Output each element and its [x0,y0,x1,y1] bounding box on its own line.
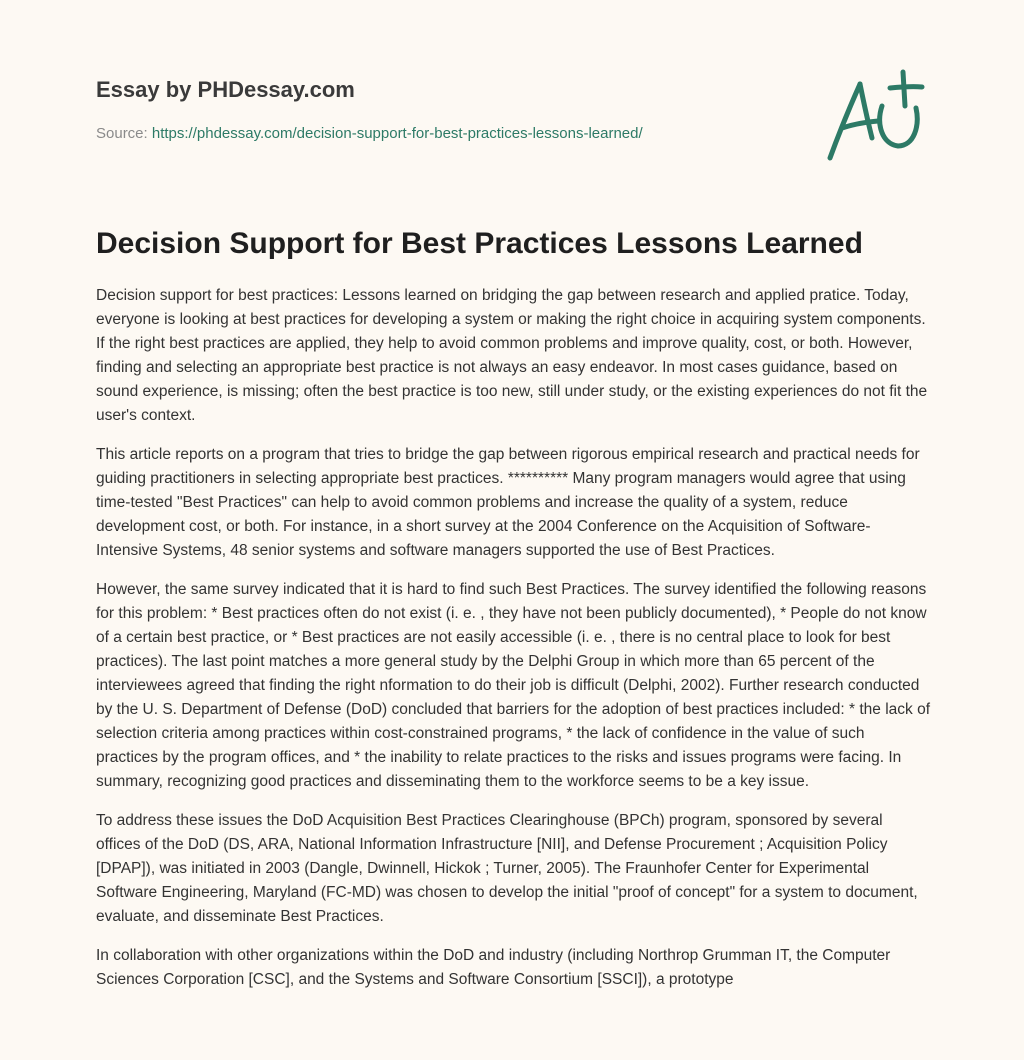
source-label: Source: [96,125,148,142]
site-title: Essay by PHDessay.com [96,77,355,102]
essay-body [96,284,930,1007]
paragraph: This article reports on a program that tries to bridge the gap between rigorous empirical research and practical needs for guiding practitioners in selecting appropriate best practices. ********** Many program managers would agree that using time-tested "Best Practices" can help to avoid common problems and increase the quality of a system, reduce development cost, or both. For instance, in a short survey at the 2004 Conference on the Acquisition of Software-Intensive Systems, 48 senior systems and software managers supported the use of Best Practices. [96,446,920,559]
a-plus-logo-icon [820,66,930,166]
essay-title: Decision Support for Best Practices Lessons Learned [96,227,863,260]
paragraph: Decision support for best practices: Lessons learned on bridging the gap between research and applied pratice. Today, everyone is looking at best practices for developing a system or making the right choice in acquiring system components. If the right best practices are applied, they help to avoid common problems and improve quality, cost, or both. However, finding and selecting an appropriate best practice is not always an easy endeavor. In most cases guidance, based on sound experience, is missing; often the best practice is too new, still under study, or the existing experiences do not fit the user's context. [96,287,928,424]
paragraph: However, the same survey indicated that it is hard to find such Best Practices. The survey identified the following reasons for this problem: * Best practices often do not exist (i. e. , they have not been publicly documented), * People do not know of a certain best practice, or * Best practices are not easily accessible (i. e. , there is no central place to look for best practices). The last point matches a more general study by the Delphi Group in which more than 65 percent of the interviewees agreed that finding the right nformation to do their job is difficult (Delphi, 2002). Further research conducted by the U. S. Department of Defense (DoD) concluded that barriers for the adoption of best practices included: * the lack of selection criteria among practices within cost-constrained programs, * the lack of confidence in the value of such practices by the program offices, and * the inability to relate practices to the risks and issues programs were facing. In summary, recognizing good practices and disseminating them to the workforce seems to be a key issue. [96,581,930,790]
source-link[interactable]: https://phdessay.com/decision-support-for-best-practices-lessons-learned/ [151,125,643,142]
paragraph: In collaboration with other organizations within the DoD and industry (including Northrop Grumman IT, the Computer Sciences Corporation [CSC], and the Systems and Software Consortium [SSCI]), a prototype [96,947,891,988]
source-line [96,124,796,144]
paragraph: To address these issues the DoD Acquisition Best Practices Clearinghouse (BPCh) program, sponsored by several offices of the DoD (DS, ARA, National Information Infrastructure [NII], and Defense Procurement ; Acquisition Policy [DPAP]), was initiated in 2003 (Dangle, Dwinnell, Hickok ; Turner, 2005). The Fraunhofer Center for Experimental Software Engineering, Maryland (FC-MD) was chosen to develop the initial "proof of concept" for a system to document, evaluate, and disseminate Best Practices. [96,812,918,925]
page-header [96,76,796,144]
